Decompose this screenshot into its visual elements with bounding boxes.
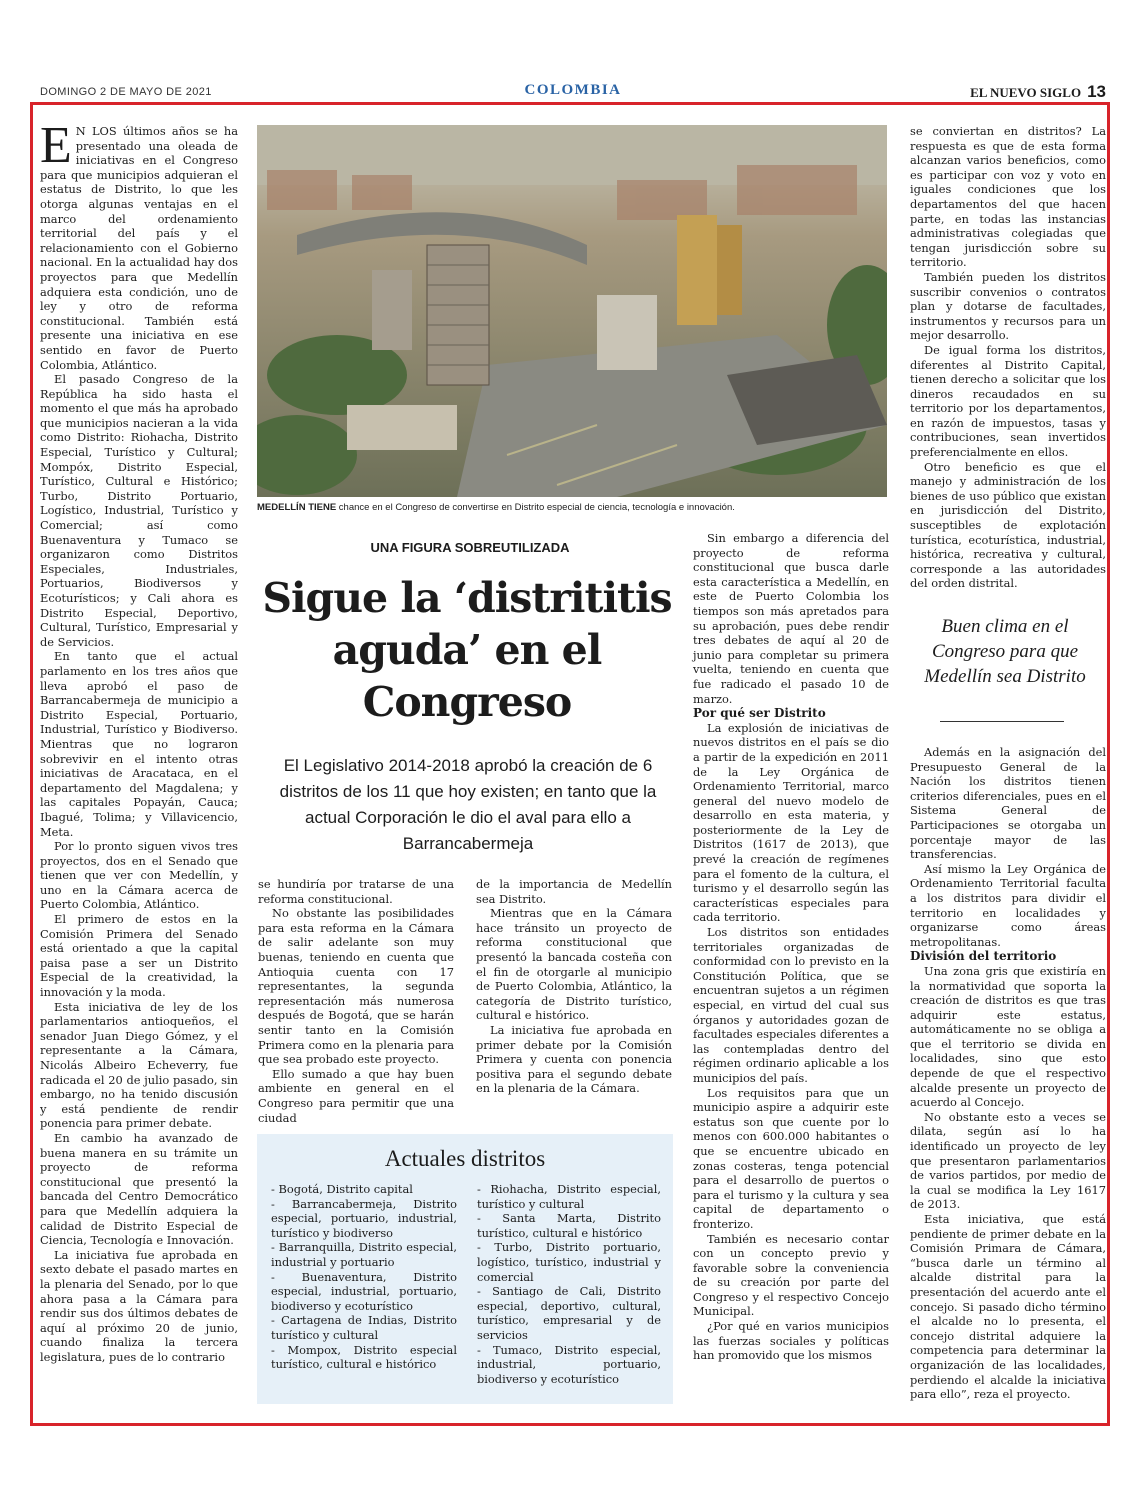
list-item: - Barranquilla, Distrito especial, industrial y portuario bbox=[271, 1240, 457, 1269]
photo-caption bbox=[257, 502, 897, 513]
subheading: Por qué ser Distrito bbox=[693, 706, 826, 721]
box-list-left bbox=[271, 1182, 457, 1372]
column-4 bbox=[693, 531, 889, 1363]
paragraph: Los distritos son entidades territoriales organizadas de conformidad con lo previsto en la Constitución Política, que se encuentran sujetos a un régimen especial, en virtud del cual sus órganos y autoridades gozan de facultades especiales diferentes a las contempladas dentro del régimen ordinario aplicable a los municipios del país. bbox=[693, 925, 889, 1085]
paragraph: Sin embargo a diferencia del proyecto de reforma constitucional que busca darle esta característica a Medellín, en este de Puerto Colombia los tiempos son más apretados para su aprobación, pues debe rendir tres debates de aquí al 20 de junio para completar su primera vuelta, teniendo en cuenta que fue radicado el pasado 10 de marzo. bbox=[693, 531, 889, 706]
newspaper-name: EL NUEVO SIGLO bbox=[970, 85, 1082, 100]
paragraph: El primero de estos en la Comisión Primera del Senado está orientado a que la capital paisa pase a ser un Distrito Especial de la creatividad, la innovación y la moda. bbox=[40, 912, 238, 1000]
list-item: - Santa Marta, Distrito turístico, cultural e histórico bbox=[477, 1211, 661, 1240]
paragraph: No obstante las posibilidades para esta reforma en la Cámara de salir adelante son muy buenas, teniendo en cuenta que Antioquia cuenta con 17 representantes, la segunda representación más numerosa después de Bogotá, que se harán sentir tanto en la Comisión Primera como en la plenaria para que sea probado este proyecto. bbox=[258, 906, 454, 1067]
paragraph: La iniciativa fue aprobada en sexto debate el pasado martes en la plenaria del Senado, por lo que ahora pasa a la Cámara para rendir sus dos últimos debates de aquí al próximo 20 de junio, cuando finaliza la tercera legislatura, pues de lo contrario bbox=[40, 1247, 238, 1364]
paragraph: Además en la asignación del Presupuesto General de la Nación los distritos tienen criterios diferenciales, pues en el Sistema General de Participaciones se otorgaba un porcentaje mayor de las transferencias. bbox=[910, 745, 1106, 862]
pull-quote-rule bbox=[940, 721, 1064, 722]
page-number: 13 bbox=[1087, 82, 1106, 101]
districts-box bbox=[257, 1134, 673, 1404]
paragraph: Los requisitos para que un municipio aspire a adquirir este estatus son que cuente por lo menos con 600.000 habitantes o que se encuentre ubicado en zonas costeras, tenga potencial para el desarrollo de puertos o para el turismo y la cultura y sea capital de departamento o fronterizo. bbox=[693, 1085, 889, 1231]
masthead bbox=[970, 82, 1106, 102]
paragraph: Esta iniciativa, que está pendiente de primer debate en la Comisión Primara de Cámara, “busca darle un término al alcalde distrital para la presentación del acuerdo ante el concejo. Si pasado dicho término el alcalde no lo presenta, el concejo distrital adquiere la competencia para determinar la organización de las localidades, perdiendo el alcalde la iniciativa para ello”, reza el proyecto. bbox=[910, 1212, 1106, 1402]
list-item: - Riohacha, Distrito especial, turístico y cultural bbox=[477, 1182, 661, 1211]
paragraph: Una zona gris que existiría en la normatividad que soporta la creación de distritos es que tras adquirir este estatus, automáticamente no se obliga a que el territorio se divida en localidades, sino que esto depende de que el respectivo alcalde presente un proyecto de acuerdo al Concejo. bbox=[910, 963, 1106, 1110]
paragraph: Mientras que en la Cámara hace tránsito un proyecto de reforma constitucional que presentó la bancada costeña con el fin de otorgarle al municipio de Puerto Colombia, Atlántico, la categoría de Distrito turístico, cultural e histórico. bbox=[476, 906, 672, 1023]
paragraph: Otro beneficio es que el manejo y administración de los bienes de uso público que existan en jurisdicción del Distrito, susceptibles de explotación turística, ecoturística, industrial, histórica, recreativa y cultural, corresponde a las autoridades del orden distrital. bbox=[910, 459, 1106, 591]
paragraph: se hundiría por tratarse de una reforma constitucional. bbox=[258, 877, 454, 906]
column-5-lower bbox=[910, 745, 1106, 1402]
list-item: - Mompox, Distrito especial turístico, cultural e histórico bbox=[271, 1342, 457, 1372]
subheading: División del territorio bbox=[910, 949, 1057, 964]
paragraph: Ello sumado a que hay buen ambiente en general en el Congreso para permitir que una ciudad bbox=[258, 1066, 454, 1125]
box-list-right bbox=[477, 1182, 661, 1386]
paragraph: También es necesario contar con un concepto previo y favorable sobre la conveniencia de su creación por parte del Congreso y el respectivo Concejo Municipal. bbox=[693, 1231, 889, 1319]
medellin-aerial-photo bbox=[257, 125, 887, 497]
paragraph: No obstante esto a veces se dilata, según así lo ha identificado un proyecto de ley que presentaron parlamentarios de varios partidos, por medio de la cual se modifica la Ley 1617 de 2013. bbox=[910, 1109, 1106, 1212]
column-1 bbox=[40, 117, 238, 1364]
paragraph: ¿Por qué en varios municipios las fuerzas sociales y políticas han promovido que los mismos bbox=[693, 1319, 889, 1363]
paragraph: También pueden los distritos suscribir convenios o contratos plan y dotarse de facultades, instrumentos y recursos para un mejor desarrollo. bbox=[910, 269, 1106, 343]
paragraph: Por lo pronto siguen vivos tres proyectos, dos en el Senado que tienen que ver con Medellín, y uno en la Cámara acerca de Puerto Colombia, Atlántico. bbox=[40, 839, 238, 912]
pull-quote: Buen clima en el Congreso para que Medellín sea Distrito bbox=[924, 616, 1086, 687]
list-item: - Tumaco, Distrito especial, industrial, portuario, biodiverso y ecoturístico bbox=[477, 1342, 661, 1386]
section-title: COLOMBIA bbox=[524, 82, 622, 98]
column-2 bbox=[258, 877, 454, 1125]
paragraph: se conviertan en distritos? La respuesta es que de esta forma alcanzan varios beneficios, como es participar con voz y voto en iguales condiciones que los departamentos del que hacen parte, en todas las instancias administrativas colegiadas que tengan jurisdicción sobre su territorio. bbox=[910, 124, 1106, 270]
page-header bbox=[40, 82, 1106, 104]
paragraph: La explosión de iniciativas de nuevos distritos en el país se dio a partir de la expedición en 2011 de la Ley Orgánica de Ordenamiento Territorial, marco general del nuevo modelo de desarrollo en esta materia, y posteriormente de la Ley de Distritos (1617 de 2013), que prevé la creación de regímenes para el fomento de la cultura, el turismo y el desarrollo según las características especiales para cada territorio. bbox=[693, 720, 889, 925]
paragraph: En tanto que el actual parlamento en los tres años que lleva aprobó el paso de Barrancabermeja de municipio a Distrito Especial, Portuario, Industrial, Turístico y Biodiverso. Mientras que no lograron sobrevivir en el intento otras iniciativas de Aracataca, en el departamento del Magdalena; y las capitales Popayán, Cauca; Ibagué, Tolima; y Villavicencio, Meta. bbox=[40, 649, 238, 839]
list-item: - Santiago de Cali, Distrito especial, deportivo, cultural, turístico, empresarial y de servicios bbox=[477, 1284, 661, 1342]
paragraph: La iniciativa fue aprobada en primer debate por la Comisión Primera y cuenta con ponencia positiva para el segundo debate en la plenaria de la Cámara. bbox=[476, 1022, 672, 1096]
paragraph: En cambio ha avanzado de buena manera en su trámite un proyecto de reforma constitucional que presentó la bancada del Centro Democrático para que Medellín adquiera la calidad de Distrito Especial de Ciencia, Tecnología e Innovación. bbox=[40, 1130, 238, 1248]
paragraph: Así mismo la Ley Orgánica de Ordenamiento Territorial faculta a los distritos para dividir el territorio en localidades y organizarse como áreas metropolitanas. bbox=[910, 861, 1106, 949]
paragraph: Esta iniciativa de ley de los parlamentarios antioqueños, el senador Juan Diego Gómez, y el representante a la Cámara, Nicolás Albeiro Echeverry, fue radicada el 20 de julio pasado, sin embargo, no ha tenido discusión y está pendiente de rendir ponencia para primer debate. bbox=[40, 999, 238, 1131]
caption-lead: MEDELLÍN TIENE bbox=[257, 502, 337, 513]
paragraph: El pasado Congreso de la República ha sido hasta el momento el que más ha aprobado que municipios nacieran a la vida como Distrito: Riohacha, Distrito Especial, Turístico y Cultural; Mompóx, Distrito Especial, Turístico, Cultural e Histórico; Turbo, Distrito Portuario, Logístico, Industrial, Turístico y Comercial; así como Buenaventura y Tumaco se organizaron como Distritos Especiales, Industriales, Portuarios, Biodiversos y Ecoturísticos; y Cali ahora es Distrito Especial, Deportivo, Cultural, Turístico, Empresarial y de Servicios. bbox=[40, 372, 238, 649]
column-3 bbox=[476, 877, 672, 1096]
deck: El Legislativo 2014-2018 aprobó la creación de 6 distritos de los 11 que hoy existen; en tanto que la actual Corporación le dio el aval para ello a Barrancabermeja bbox=[279, 756, 657, 853]
list-item: - Turbo, Distrito portuario, logístico, turístico, industrial y comercial bbox=[477, 1240, 661, 1284]
issue-date: DOMINGO 2 DE MAYO DE 2021 bbox=[40, 86, 212, 98]
paragraph: De igual forma los distritos, diferentes al Distrito Capital, tienen derecho a solicitar que los dineros recaudados en su territorio por los departamentos, en razón de impuestos, tasas y contribuciones, sean invertidos preferencialmente en ellos. bbox=[910, 342, 1106, 460]
kicker: UNA FIGURA SOBREUTILIZADA bbox=[370, 540, 570, 555]
list-item: - Barrancabermeja, Distrito especial, portuario, industrial, turístico y biodiverso bbox=[271, 1196, 457, 1240]
headline: Sigue la ‘distrititis aguda’ en el Congreso bbox=[262, 574, 672, 726]
box-title: Actuales distritos bbox=[384, 1146, 546, 1171]
list-item: - Cartagena de Indias, Distrito turístico y cultural bbox=[271, 1313, 457, 1342]
lead-paragraph: E N LOS últimos años se ha presentado una oleada de iniciativas en el Congreso para que municipios adquieran el estatus de Distrito, lo que les otorga algunas ventajas en el marco del ordenamiento territorial del país y el relacionamiento con el Gobierno nacional. En la actualidad hay dos proyectos para que Medellín adquiera esta condición, uno de ley y otro de reforma constitucional. También está presente una iniciativa en ese sentido en favor de Puerto Colombia, Atlántico. bbox=[40, 117, 238, 372]
list-item: - Bogotá, Distrito capital bbox=[271, 1182, 413, 1196]
column-5 bbox=[910, 124, 1106, 591]
caption-text: chance en el Congreso de convertirse en Distrito especial de ciencia, tecnología e innovación. bbox=[336, 502, 735, 513]
paragraph: de la importancia de Medellín sea Distrito. bbox=[476, 877, 672, 906]
drop-cap: E bbox=[40, 117, 72, 174]
list-item: - Buenaventura, Distrito especial, industrial, portuario, biodiverso y ecoturístico bbox=[271, 1269, 457, 1313]
